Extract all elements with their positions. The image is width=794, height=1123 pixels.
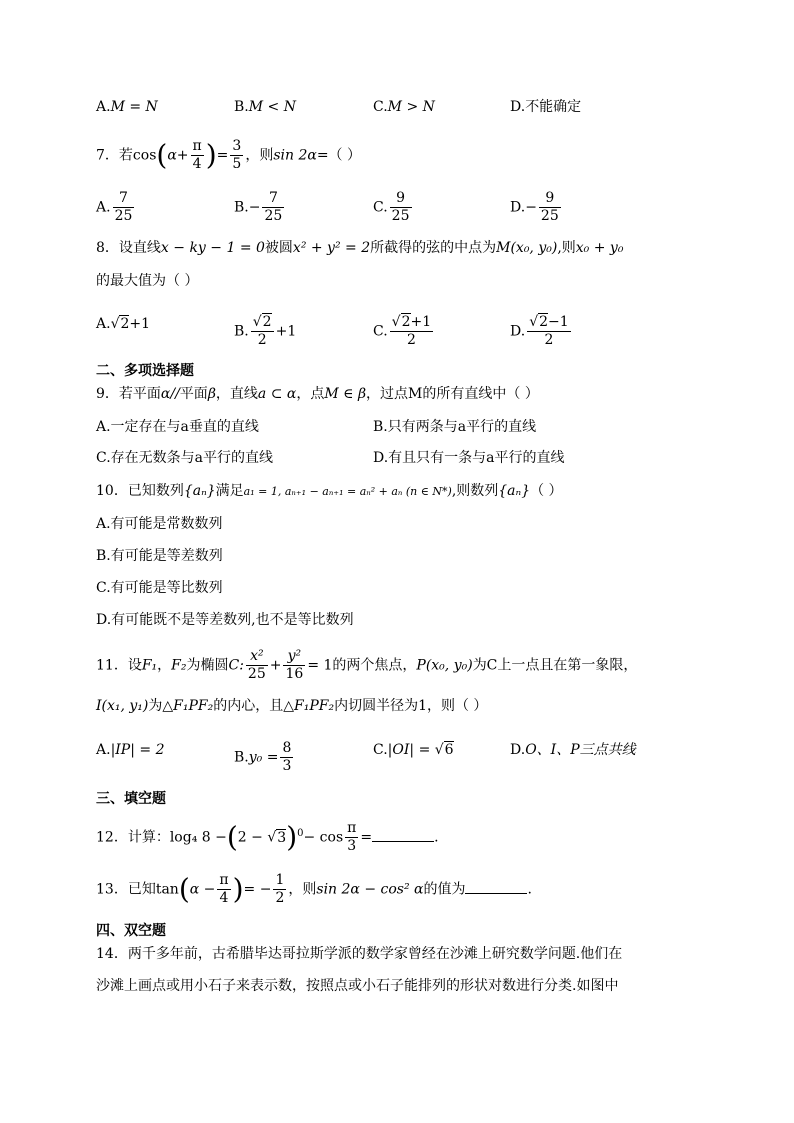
q11-option-c: C.|OI| = √6: [373, 742, 454, 758]
q11-option-d: D.O、I、P三点共线: [510, 742, 636, 758]
q8-option-b: B. $\frac{√2}{2}$ +1: [234, 314, 297, 348]
q11-option-b: B.y₀ = $\frac{8}{3}$: [234, 740, 292, 774]
q7-option-d: D.− $\frac{9}{25}$: [510, 190, 559, 224]
q12-stem: 12．计算：log₄ $8 -(2 - √3)^0- \cos$ $\frac{\pi}{3}$ = .: [96, 820, 439, 854]
q8-stem-line2: 的最大值为（ ）: [96, 273, 199, 289]
section-heading-multiple-choice: 二、多项选择题: [96, 363, 194, 379]
q10-option-c: C.有可能是等比数列: [96, 580, 223, 596]
q11-stem-line2: I(x₁, y₁)为△F₁PF₂的内心，且△F₁PF₂内切圆半径为1，则（ ）: [96, 698, 488, 714]
q6-option-a: A.M = N: [96, 99, 158, 115]
q7-option-c: C. $\frac{9}{25}$: [373, 190, 410, 224]
q9-option-d: D.有且只有一条与a平行的直线: [373, 450, 565, 466]
q7-option-b: B.− $\frac{7}{25}$: [234, 190, 283, 224]
q9-option-b: B.只有两条与a平行的直线: [373, 419, 537, 435]
q8-stem-line1: 8．设直线x − ky − 1 = 0被圆x² + y² = 2所截得的弦的中点为M(x₀, y₀),则x₀ + y₀: [96, 240, 624, 256]
q7-pi-over-4: $\frac{\pi}{4}$: [192, 138, 202, 172]
q10-option-a: A.有可能是常数数列: [96, 516, 223, 532]
q11-stem-line1: 11．设F₁，F₂为椭圆C: $\frac{\text{x²}}{25}$ + $\frac{\text{y²}}{16}$ = 1的两个焦点，P(x₀, y₀)为C上一点且在第一象限，: [96, 648, 638, 682]
q7-stem: 7．若cos(α+ $\frac{\pi}{4}$ )= $\frac{3}{5}$ ，则sin 2α=（ ）: [96, 138, 362, 172]
q9-option-c: C.存在无数条与a平行的直线: [96, 450, 274, 466]
q12-answer-blank[interactable]: [372, 827, 434, 842]
q9-option-a: A.一定存在与a垂直的直线: [96, 419, 259, 435]
section-heading-double-blank: 四、双空题: [96, 923, 166, 939]
q8-option-a: A.√2+1: [96, 316, 151, 332]
q14-text-line1: 14．两千多年前，古希腊毕达哥拉斯学派的数学家曾经在沙滩上研究数学问题.他们在: [96, 946, 623, 962]
q10-option-d: D.有可能既不是等差数列,也不是等比数列: [96, 612, 354, 628]
q8-option-d: D. $\frac{√2-1}{2}$: [510, 314, 569, 348]
q13-stem: 13．已知tan(α − $\frac{\pi}{4}$ )= − $\frac{1}{2}$ ，则sin 2α − cos² α的值为 .: [96, 872, 532, 906]
q14-text-line2: 沙滩上画点或用小石子来表示数，按照点或小石子能排列的形状对数进行分类.如图中: [96, 978, 619, 994]
q6-option-d: D.不能确定: [510, 99, 582, 115]
section-heading-fill-in: 三、填空题: [96, 791, 166, 807]
q9-stem: 9．若平面α//平面β，直线a ⊂ α，点M ∈ β，过点M的所有直线中（ ）: [96, 386, 539, 402]
q6-option-c: C.M > N: [373, 99, 435, 115]
q10-option-b: B.有可能是等差数列: [96, 548, 223, 564]
q7-option-a: A. $\frac{7}{25}$: [96, 190, 133, 224]
q7-three-fifths: $\frac{3}{5}$: [232, 138, 242, 172]
q11-option-a: A.|IP| = 2: [96, 742, 165, 758]
q13-answer-blank[interactable]: [465, 879, 527, 894]
q6-option-b: B.M < N: [234, 99, 296, 115]
q10-stem: 10．已知数列{aₙ}满足a₁ = 1, aₙ₊₁ − aₙ₊₁ = aₙ² + aₙ (n ∈ N*),则数列{aₙ}（ ）: [96, 483, 563, 499]
q8-option-c: C. $\frac{√2+1}{2}$: [373, 314, 432, 348]
